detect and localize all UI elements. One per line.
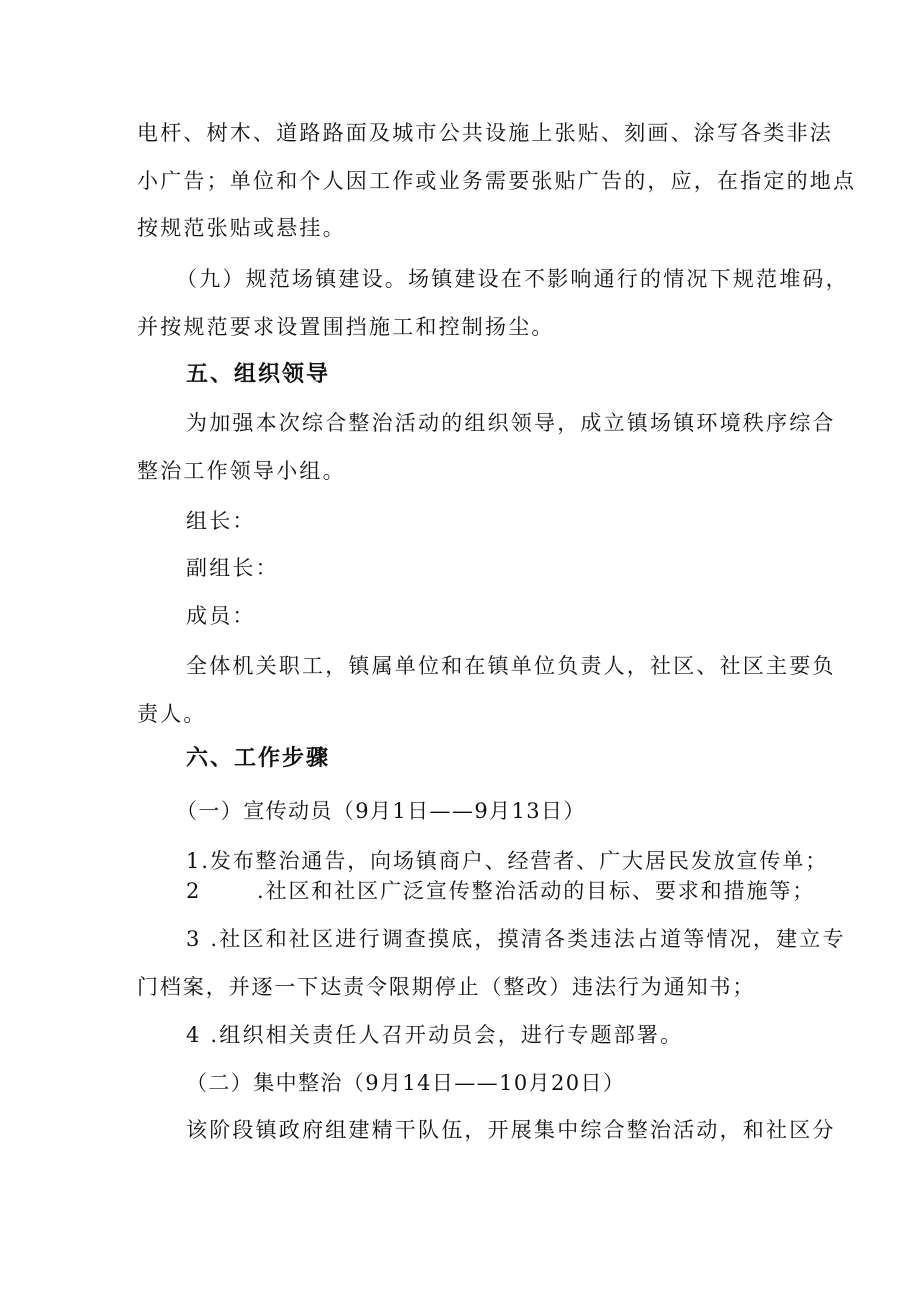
list-item-number: 2: [186, 879, 202, 903]
paragraph-line: 该阶段镇政府组建精干队伍，开展集中综合整治活动，和社区分: [186, 1118, 836, 1142]
list-item: .社区和社区广泛宣传整治活动的目标、要求和措施等；: [257, 879, 816, 903]
paragraph-line: （九）规范场镇建设。场镇建设在不影响通行的情况下规范堆码，: [176, 267, 849, 291]
paragraph-line: 整治工作领导小组。: [137, 459, 346, 483]
paragraph-line: 全体机关职工，镇属单位和在镇单位负责人，社区、社区主要负: [186, 654, 836, 678]
subsection-title: （一）宣传动员（9月1日——9月13日）: [176, 799, 586, 823]
list-item: 4 .组织相关责任人召开动员会，进行专题部署。: [186, 1023, 684, 1047]
paragraph-line: 为加强本次综合整治活动的组织领导，成立镇场镇环境秩序综合: [186, 411, 836, 435]
leader-label: 组长：: [186, 509, 256, 533]
paragraph-line: 按规范张贴或悬挂。: [137, 216, 346, 240]
vice-leader-label: 副组长：: [186, 556, 279, 580]
paragraph-line: 责人。: [137, 702, 207, 726]
paragraph-line: 小广告；单位和个人因工作或业务需要张贴广告的，应，在指定的地点: [137, 169, 857, 193]
subsection-title: （二）集中整治（9月14日——10月20日）: [186, 1071, 626, 1095]
list-item: 1.发布整治通告，向场镇商户、经营者、广大居民发放宣传单；: [186, 849, 829, 873]
paragraph-line: 并按规范要求设置围挡施工和控制扬尘。: [137, 315, 555, 339]
members-label: 成员：: [186, 604, 256, 628]
section-heading: 六、工作步骤: [186, 746, 331, 771]
paragraph-line: 电杆、树木、道路路面及城市公共设施上张贴、刻画、涂写各类非法: [137, 121, 833, 145]
section-heading: 五、组织领导: [186, 362, 331, 387]
list-item: 3 .社区和社区进行调查摸底，摸清各类违法占道等情况，建立专: [186, 927, 846, 951]
list-item-continuation: 门档案，并逐一下达责令限期停止（整改）违法行为通知书；: [137, 975, 756, 999]
